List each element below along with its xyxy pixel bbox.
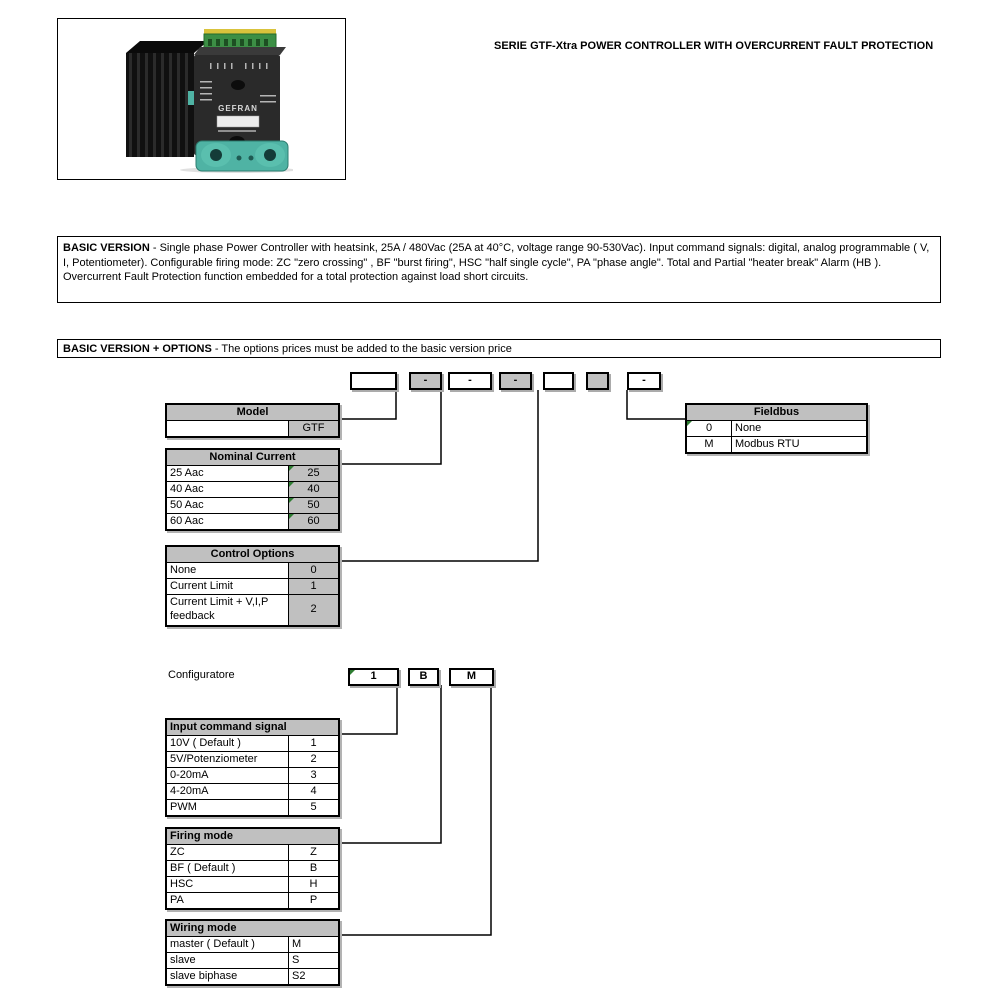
table-row: 5V/Potenziometer 2 xyxy=(167,751,338,767)
default-marker-icon xyxy=(289,498,294,503)
basic-options-text: - The options prices must be added to the basic version price xyxy=(211,343,512,355)
table-row: Current Limit 1 xyxy=(167,578,338,594)
wiring-mode-table xyxy=(165,919,340,986)
table-row: M Modbus RTU xyxy=(687,436,866,452)
default-marker-icon xyxy=(289,514,294,519)
control-options-table xyxy=(165,545,340,627)
page-title: SERIE GTF-Xtra POWER CONTROLLER WITH OVERCURRENT FAULT PROTECTION xyxy=(494,40,934,52)
model-table xyxy=(165,403,340,438)
default-marker-icon xyxy=(289,466,294,471)
table-row: master ( Default ) M xyxy=(167,937,338,952)
input-command-signal-table-header: Input command signal xyxy=(167,720,338,736)
input-command-signal-table xyxy=(165,718,340,817)
product-photo-frame xyxy=(57,18,346,180)
table-row: PA P xyxy=(167,892,338,908)
power-controller-image xyxy=(118,29,293,174)
table-row: 4-20mA 4 xyxy=(167,783,338,799)
table-row: 0-20mA 3 xyxy=(167,767,338,783)
wiring-mode-table-header: Wiring mode xyxy=(167,921,338,937)
table-row: PWM 5 xyxy=(167,799,338,815)
code-box-control-options: - xyxy=(499,372,532,390)
configurator-box-input-signal: 1 xyxy=(348,668,399,686)
code-box-current: - xyxy=(409,372,442,390)
configurator-label: Configuratore xyxy=(168,669,235,681)
table-row: 60 Aac 60 xyxy=(167,513,338,529)
table-row: slave biphase S2 xyxy=(167,968,338,984)
table-row: ZC Z xyxy=(167,845,338,860)
default-marker-icon xyxy=(289,482,294,487)
table-row: 25 Aac 25 xyxy=(167,466,338,481)
configurator-box-firing-mode: B xyxy=(408,668,439,686)
basic-options-label: BASIC VERSION + OPTIONS xyxy=(63,343,212,355)
brand-text: GEFRAN xyxy=(218,104,258,113)
control-options-table-header: Control Options xyxy=(167,547,338,563)
code-box-separator-1: - xyxy=(448,372,492,390)
fieldbus-table-header: Fieldbus xyxy=(687,405,866,421)
table-row: 10V ( Default ) 1 xyxy=(167,736,338,751)
basic-version-label: BASIC VERSION xyxy=(63,242,150,254)
table-row: HSC H xyxy=(167,876,338,892)
default-marker-icon xyxy=(350,670,355,675)
firing-mode-table-header: Firing mode xyxy=(167,829,338,845)
fieldbus-table xyxy=(685,403,868,454)
table-row: 40 Aac 40 xyxy=(167,481,338,497)
table-row: 0 None xyxy=(687,421,866,436)
table-row: BF ( Default ) B xyxy=(167,860,338,876)
table-row: Current Limit + V,I,P feedback 2 xyxy=(167,594,338,625)
table-row: slave S xyxy=(167,952,338,968)
table-row: None 0 xyxy=(167,563,338,578)
nominal-current-table xyxy=(165,448,340,531)
code-box-separator-3 xyxy=(586,372,609,390)
table-row: GTF xyxy=(167,421,338,436)
code-box-separator-2 xyxy=(543,372,574,390)
basic-version-box xyxy=(57,236,941,303)
default-marker-icon xyxy=(687,421,692,426)
configurator-box-wiring-mode: M xyxy=(449,668,494,686)
firing-mode-table xyxy=(165,827,340,910)
basic-options-box xyxy=(57,339,941,358)
nominal-current-table-header: Nominal Current xyxy=(167,450,338,466)
table-row: 50 Aac 50 xyxy=(167,497,338,513)
model-table-header: Model xyxy=(167,405,338,421)
code-box-fieldbus: - xyxy=(627,372,661,390)
basic-version-text: - Single phase Power Controller with heatsink, 25A / 480Vac (25A at 40°C, voltage range 90-530Vac). Input command signals: digital, analog programmable ( V, I, Potentiometer). Configurable firing mode: ZC "zero crossing" , BF "burst firing", HSC "half single cycle", PA "phase angle". Total and Partial "heater break" Alarm (HB ). Overcurrent Fault Protection function embedded for a total protection against load short circuits. xyxy=(63,242,930,283)
code-box-model xyxy=(350,372,397,390)
